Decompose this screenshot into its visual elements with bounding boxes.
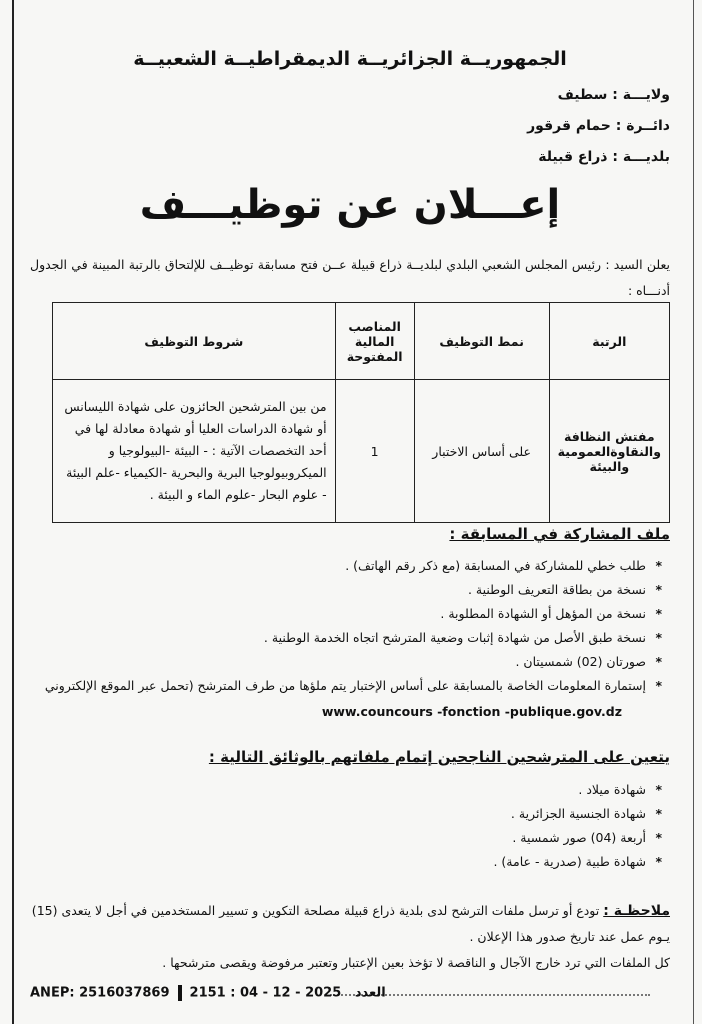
list-item: * شهادة طبية (صدرية - عامة) . (30, 850, 670, 874)
announcement-page (30, 20, 670, 1020)
note-line-1: تودع أو ترسل ملفات الترشح لدى بلدية ذراع قبيلة مصلحة التكوين و تسيير المستخدمين في أجل لا يتعدى (15) يـوم عمل عند تاريخ صدور هذا الإعلان . (31, 903, 670, 944)
list-item: * إستمارة المعلومات الخاصة بالمسابقة على أساس الإختبار يتم ملؤها من طرف المترشح (تحمل عبر الموقع الإلكتروني (30, 674, 670, 698)
daira-line: دائــرة : حمام قرقور (527, 118, 670, 134)
announcement-title: إعـــلان عن توظيـــف (139, 182, 561, 228)
table-header-row (53, 303, 670, 380)
list-item: * نسخة من المؤهل أو الشهادة المطلوبة . (30, 602, 670, 626)
commune-line: بلديـــة : ذراع قبيلة (538, 149, 670, 165)
cell-posts: 1 (335, 380, 414, 523)
success-section-title: يتعين على المترشحين الناجحين إتمام ملفاتهم بالوثائق التالية : (208, 748, 670, 766)
website-link[interactable]: www.councours -fonction -publique.gov.dz (321, 704, 622, 719)
table-row (53, 380, 670, 523)
admin-info (527, 80, 670, 173)
republic-header: الجمهوريــة الجزائريــة الديمقراطيــة الشعبيــة (133, 48, 567, 70)
note-section (30, 898, 670, 976)
footer (30, 985, 386, 1001)
intro-paragraph: يعلن السيد : رئيس المجلس الشعبي البلدي لبلديــة ذراع قبيلة عــن فتح مسابقة توظيــف للإلتحاق بالرتبة المبينة في الجدول أدنـــاه : (30, 257, 670, 298)
footer-separator (178, 985, 182, 1001)
cell-grade: مفتش النظافة والنقاوةالعمومية والبيئة (549, 380, 669, 523)
success-items-list (30, 778, 670, 874)
cell-conditions: من بين المترشحين الحائزون على شهادة الليسانس أو شهادة الدراسات العليا أو شهادة معادلة لها في أحد التخصصات الآتية : - البيئة -البيولوجيا و الميكروبيولوجيا البرية والبحرية -الكيمياء -علم البيئة - علوم البحار -علوم الماء و البيئة . (53, 380, 336, 523)
page-border-left (12, 0, 14, 1024)
issue-date: 2025 - 12 - 04 (239, 985, 342, 1001)
note-label: ملاحظـة : (603, 903, 670, 919)
list-item: * شهادة الجنسية الجزائرية . (30, 802, 670, 826)
list-item: * نسخة من بطاقة التعريف الوطنية . (30, 578, 670, 602)
file-section-title: ملف المشاركة في المسابقة : (449, 525, 670, 543)
cell-mode: على أساس الاختبار (414, 380, 549, 523)
list-item: * شهادة ميلاد . (30, 778, 670, 802)
header-conditions: شروط التوظيف (53, 303, 336, 380)
file-items-list (30, 554, 670, 698)
list-item: * نسخة طبق الأصل من شهادة إثبات وضعية المترشح اتجاه الخدمة الوطنية . (30, 626, 670, 650)
header-posts: المناصب المالية المفتوحة (335, 303, 414, 380)
issue-number: 2151 : العدد (189, 985, 386, 1001)
list-item: * طلب خطي للمشاركة في المسابقة (مع ذكر رقم الهاتف) . (30, 554, 670, 578)
header-grade: الرتبة (549, 303, 669, 380)
page-border-right (693, 0, 694, 1024)
anep-number: ANEP: 2516037869 (30, 985, 170, 1001)
note-line-2: كل الملفات التي ترد خارج الآجال و الناقصة لا تؤخذ بعين الإعتبار وتعتبر مرفوضة ويقصى مترشحها . (162, 955, 670, 970)
jobs-table (52, 302, 670, 523)
list-item: * صورتان (02) شمسيتان . (30, 650, 670, 674)
list-item: * أربعة (04) صور شمسية . (30, 826, 670, 850)
wilaya-line: ولايـــة : سطيف (557, 87, 670, 103)
header-mode: نمط التوظيف (414, 303, 549, 380)
